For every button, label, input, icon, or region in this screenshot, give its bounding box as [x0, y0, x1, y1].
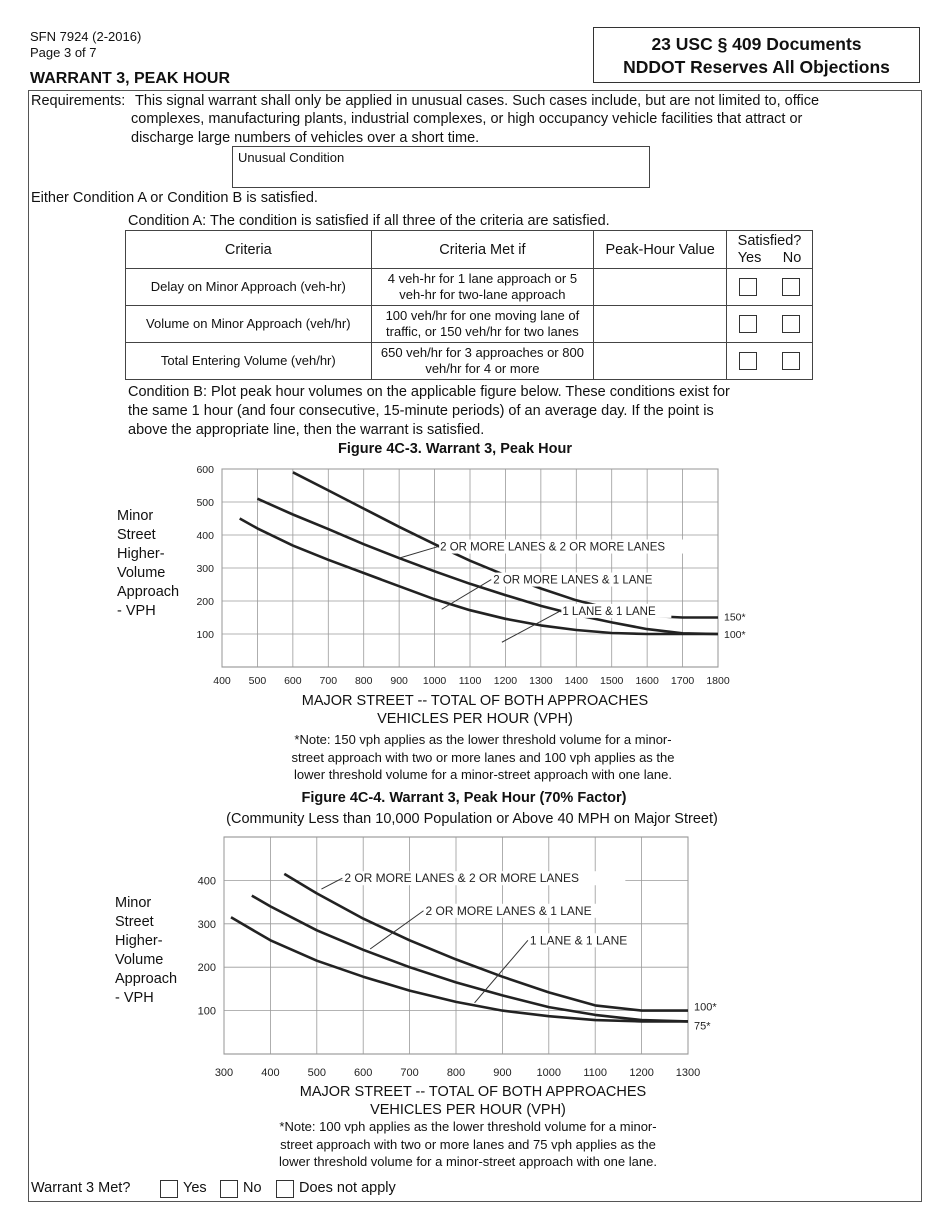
- requirements-label: Requirements:: [31, 93, 126, 109]
- table-row: [126, 306, 813, 343]
- figure-2-subtitle: (Community Less than 10,000 Population or Above 40 MPH on Major Street): [226, 811, 718, 827]
- no-checkbox[interactable]: [782, 278, 800, 296]
- series-label: 2 OR MORE LANES & 1 LANE: [425, 903, 592, 918]
- series-leader-line: [442, 580, 492, 610]
- yes-checkbox[interactable]: [739, 352, 757, 370]
- y-label-line: Volume: [117, 565, 166, 581]
- series-label: 2 OR MORE LANES & 1 LANE: [493, 574, 653, 587]
- x-tick-label: 1600: [635, 675, 659, 687]
- x-tick-label: 400: [261, 1067, 280, 1079]
- table-row: [126, 269, 813, 306]
- x-tick-label: 800: [354, 675, 373, 687]
- figure-1-chart: [180, 458, 780, 690]
- series-label: 1 LANE & 1 LANE: [529, 933, 628, 948]
- y-label-line: Higher-: [115, 933, 163, 949]
- criteria-cell: Total Entering Volume (veh/hr): [126, 343, 372, 380]
- y-tick-label: 500: [196, 497, 214, 509]
- condition-b-line-2: the same 1 hour (and four consecutive, 15-minute periods) of an average day. If the point is: [128, 403, 714, 419]
- requirements-line-2: complexes, manufacturing plants, industrial complexes, or high occupancy vehicle facilities that attract or: [131, 111, 803, 127]
- unusual-condition-field[interactable]: [232, 146, 650, 188]
- figure-2-note: [0, 1118, 936, 1171]
- warrant-yes-label: Yes: [183, 1180, 207, 1196]
- figure-2-y-label: [115, 894, 177, 1008]
- note-line: *Note: 150 vph applies as the lower threshold volume for a minor-: [294, 732, 672, 747]
- figure-1-title: Figure 4C-3. Warrant 3, Peak Hour: [338, 441, 572, 457]
- met-if-cell: [371, 269, 594, 306]
- condition-b-line-1: Condition B: Plot peak hour volumes on the applicable figure below. These conditions exist for: [128, 384, 730, 400]
- criteria-table: [125, 230, 813, 380]
- series-leader-line: [321, 878, 342, 889]
- y-tick-label: 600: [196, 464, 214, 476]
- note-line: lower threshold volume for a minor-street approach with one lane.: [279, 1154, 657, 1169]
- y-label-line: - VPH: [115, 990, 154, 1006]
- value-col-header: Peak-Hour Value: [594, 231, 727, 269]
- y-label-line: Higher-: [117, 546, 165, 562]
- x-tick-label: 700: [400, 1067, 419, 1079]
- series-label: 2 OR MORE LANES & 2 OR MORE LANES: [440, 541, 666, 554]
- table-row: [126, 343, 813, 380]
- page-number: Page 3 of 7: [30, 45, 97, 60]
- warrant-no-label: No: [243, 1180, 262, 1196]
- peak-hour-value-input[interactable]: [594, 306, 727, 343]
- either-condition-text: Either Condition A or Condition B is satisfied.: [31, 190, 318, 206]
- figure-2-x-label-2: VEHICLES PER HOUR (VPH): [370, 1102, 566, 1118]
- y-tick-label: 100: [197, 1005, 216, 1018]
- met-if-line: traffic, or 150 veh/hr for two lanes: [386, 324, 579, 339]
- series-leader-line: [475, 940, 528, 1002]
- threshold-label: 75*: [694, 1020, 711, 1033]
- x-tick-label: 1800: [706, 675, 730, 687]
- y-tick-label: 300: [196, 563, 214, 575]
- y-label-line: Street: [115, 914, 154, 930]
- x-tick-label: 600: [284, 675, 302, 687]
- figure-2-chart: [180, 828, 740, 1082]
- x-tick-label: 500: [307, 1067, 326, 1079]
- x-tick-label: 700: [319, 675, 338, 687]
- warrant-no-checkbox[interactable]: [220, 1180, 238, 1198]
- note-line: street approach with two or more lanes and 100 vph applies as the: [291, 749, 675, 765]
- met-if-line: veh/hr for 4 or more: [425, 361, 540, 376]
- threshold-label: 150*: [724, 611, 746, 624]
- x-tick-label: 1500: [600, 675, 624, 687]
- x-tick-label: 1200: [629, 1067, 654, 1079]
- yes-checkbox[interactable]: [739, 278, 757, 296]
- series-label: 2 OR MORE LANES & 2 OR MORE LANES: [344, 871, 580, 886]
- y-label-line: Minor: [115, 895, 152, 911]
- figure-2-title: Figure 4C-4. Warrant 3, Peak Hour (70% Factor): [301, 790, 627, 806]
- x-tick-label: 1000: [422, 675, 447, 687]
- series-label: 1 LANE & 1 LANE: [562, 605, 656, 618]
- met-if-line: 4 veh-hr for 1 lane approach or 5: [387, 271, 578, 286]
- threshold-label: 100*: [724, 629, 746, 641]
- x-tick-label: 1200: [493, 675, 518, 687]
- no-checkbox[interactable]: [782, 315, 800, 333]
- condition-b-line-3: above the appropriate line, then the warrant is satisfied.: [128, 422, 485, 438]
- figure-1-note: [0, 731, 950, 784]
- figure-1-x-label-2: VEHICLES PER HOUR (VPH): [377, 711, 573, 727]
- x-tick-label: 800: [446, 1067, 466, 1079]
- condition-a-heading: Condition A: The condition is satisfied if all three of the criteria are satisfied.: [128, 213, 610, 229]
- y-label-line: Approach: [115, 971, 178, 987]
- y-label-line: Minor: [117, 508, 154, 524]
- met-if-cell: [371, 306, 594, 343]
- warrant-yes-checkbox[interactable]: [160, 1180, 178, 1198]
- requirements-line-1: This signal warrant shall only be applied in unusual cases. Such cases include, but are not limited to, office: [135, 93, 820, 109]
- note-line: street approach with two or more lanes and 75 vph applies as the: [280, 1136, 656, 1152]
- y-label-line: Approach: [117, 584, 180, 600]
- peak-hour-value-input[interactable]: [594, 269, 727, 306]
- series-leader-line: [399, 547, 438, 559]
- met-if-col-header: Criteria Met if: [371, 231, 594, 269]
- objection-box: [593, 27, 920, 83]
- y-label-line: Volume: [115, 952, 164, 968]
- note-line: *Note: 100 vph applies as the lower threshold volume for a minor-: [279, 1119, 657, 1134]
- satisfied-col-header: [727, 231, 813, 269]
- criteria-cell: Delay on Minor Approach (veh-hr): [126, 269, 372, 306]
- objection-line-2: NDDOT Reserves All Objections: [623, 57, 890, 77]
- peak-hour-value-input[interactable]: [594, 343, 727, 380]
- y-tick-label: 300: [197, 918, 216, 931]
- x-tick-label: 1000: [536, 1067, 562, 1079]
- warrant-na-label: Does not apply: [299, 1180, 396, 1196]
- y-label-line: Street: [117, 527, 156, 543]
- y-tick-label: 200: [196, 596, 214, 608]
- yes-checkbox[interactable]: [739, 315, 757, 333]
- x-tick-label: 1300: [675, 1067, 701, 1079]
- warrant-na-checkbox[interactable]: [276, 1180, 294, 1198]
- x-tick-label: 1300: [529, 675, 553, 687]
- no-checkbox[interactable]: [782, 352, 800, 370]
- met-if-line: 100 veh/hr for one moving lane of: [385, 308, 580, 323]
- x-tick-label: 1700: [670, 675, 695, 687]
- met-if-line: veh-hr for two-lane approach: [399, 287, 566, 302]
- x-tick-label: 300: [214, 1067, 234, 1079]
- y-label-line: - VPH: [117, 603, 156, 619]
- no-col-label: No: [782, 249, 802, 266]
- criteria-cell: Volume on Minor Approach (veh/hr): [126, 306, 372, 343]
- met-if-line: 650 veh/hr for 3 approaches or 800: [380, 345, 584, 360]
- x-tick-label: 1100: [583, 1067, 608, 1079]
- x-tick-label: 400: [213, 675, 231, 687]
- form-number: SFN 7924 (2-2016): [30, 29, 142, 44]
- met-if-cell: [371, 343, 594, 380]
- figure-1-x-label-1: MAJOR STREET -- TOTAL OF BOTH APPROACHES: [301, 693, 649, 709]
- x-tick-label: 1400: [564, 675, 588, 687]
- x-tick-label: 900: [390, 675, 408, 687]
- requirements-line-3: discharge large numbers of vehicles over a short time.: [131, 130, 480, 146]
- unusual-condition-label: Unusual Condition: [238, 150, 345, 165]
- x-tick-label: 500: [248, 675, 267, 687]
- y-tick-label: 200: [197, 962, 216, 975]
- x-tick-label: 900: [493, 1067, 512, 1079]
- note-line: lower threshold volume for a minor-street approach with one lane.: [294, 767, 672, 782]
- x-tick-label: 1100: [458, 675, 482, 687]
- threshold-label: 100*: [694, 1001, 717, 1014]
- figure-2-x-label-1: MAJOR STREET -- TOTAL OF BOTH APPROACHES: [299, 1084, 647, 1100]
- warrant-met-question: Warrant 3 Met?: [31, 1180, 131, 1196]
- figure-1-y-label: [117, 507, 179, 621]
- x-tick-label: 600: [354, 1067, 373, 1079]
- criteria-header-row: [126, 231, 813, 269]
- y-tick-label: 100: [196, 629, 214, 641]
- y-tick-label: 400: [197, 875, 216, 888]
- y-tick-label: 400: [196, 530, 214, 542]
- section-title: WARRANT 3, PEAK HOUR: [30, 70, 231, 87]
- satisfied-label: Satisfied?: [737, 232, 802, 249]
- yes-col-label: Yes: [737, 249, 762, 266]
- objection-line-1: 23 USC § 409 Documents: [651, 34, 862, 54]
- criteria-col-header: Criteria: [126, 231, 372, 269]
